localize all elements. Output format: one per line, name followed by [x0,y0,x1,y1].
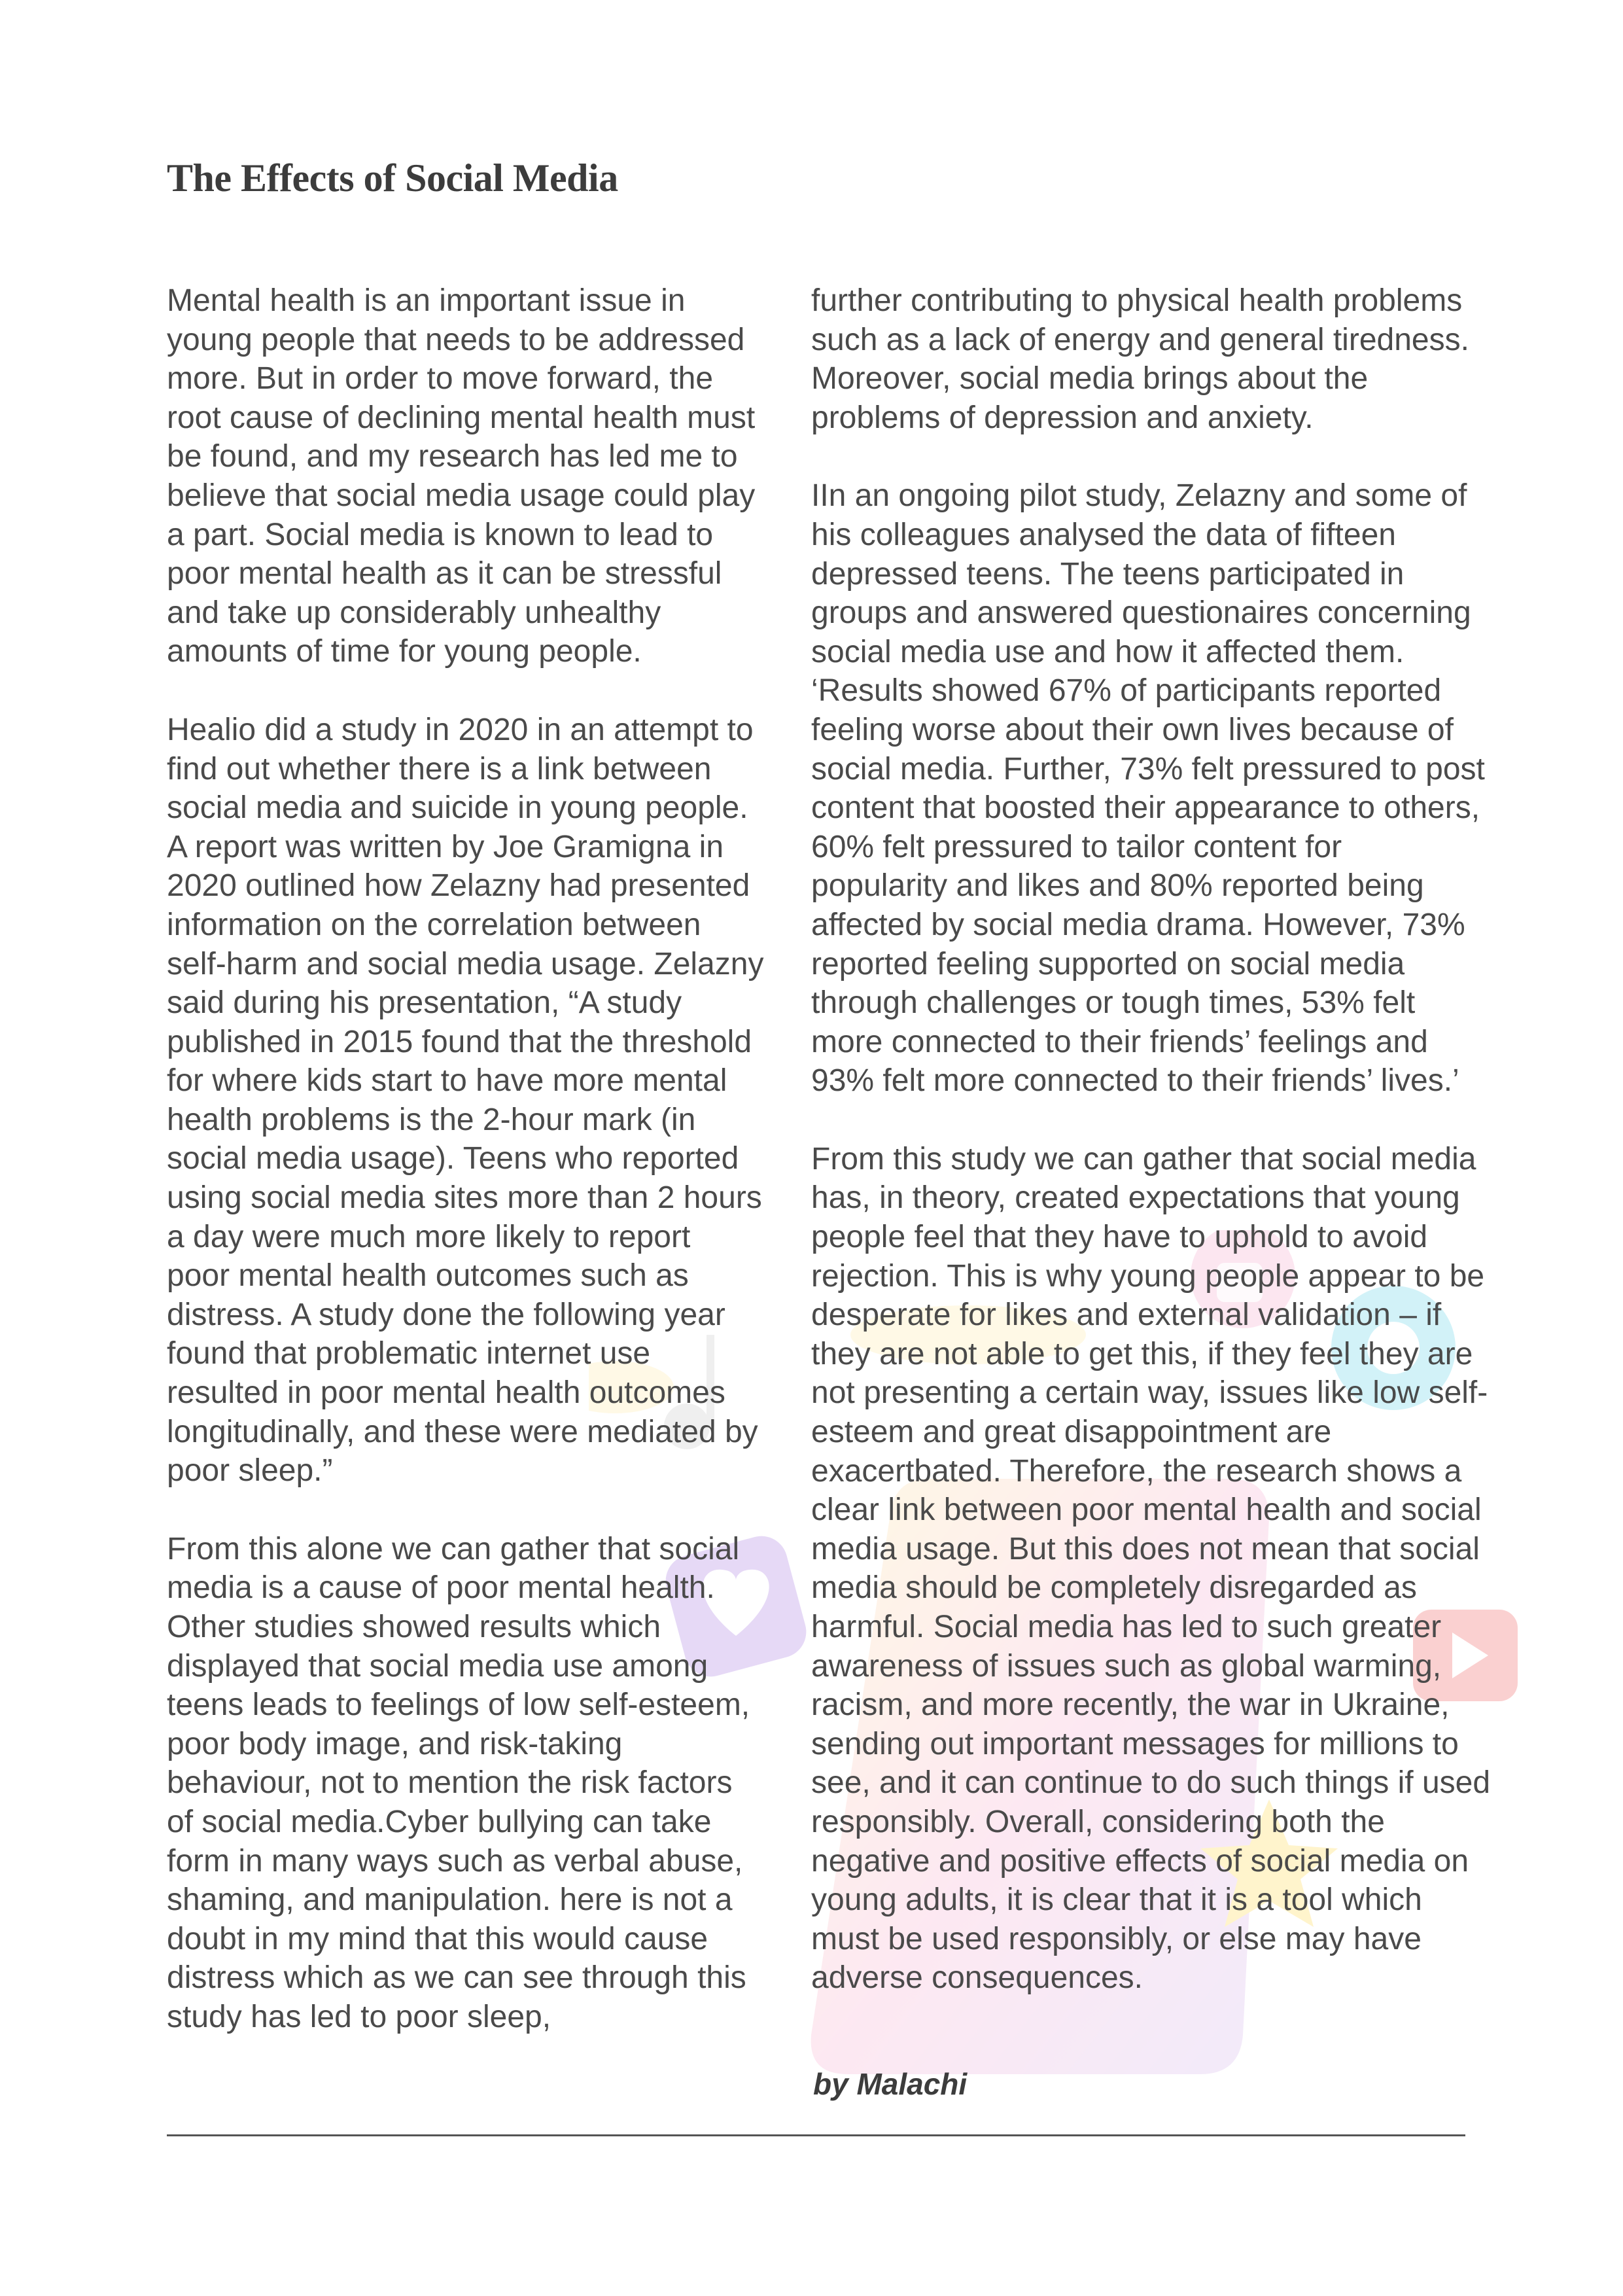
left-paragraph-2: Healio did a study in 2020 in an attempt to find out whether there is a link between social media and suicide in young people. A report was written by Joe Gramigna in 2020 outlined how Zelazny had presented information on the correlation between self-harm and social media usage. Zelazny said during his presentation, “A study published in 2015 found that the threshold for where kids start to have more mental health problems is the 2-hour mark (in social media usage). Teens who reported using social media sites more than 2 hours a day were much more likely to report poor mental health outcomes such as distress. A study done the following year found that problematic internet use resulted in poor mental health outcomes longitudinally, and these were mediated by poor sleep.” [167,712,764,1489]
footer-divider [167,2134,1465,2136]
page-title: The Effects of Social Media [167,156,618,200]
author-byline: by Malachi [813,2067,968,2101]
right-column [811,281,1524,2037]
right-paragraph-1: further contributing to physical health problems such as a lack of energy and general tiredness. Moreover, social media brings about the problems of depression and anxiety. [811,283,1469,435]
right-paragraph-3: From this study we can gather that social media has, in theory, created expectations that young people feel that they have to uphold to avoid rejection. This is why young people appear to be desperate for likes and external validation – if they are not able to get this, if they feel they are not presenting a certain way, issues like low self- esteem and great disappointment are exacertbated. Therefore, the research shows a clear link between poor mental health and social media usage. But this does not mean that social media should be completely disregarded as harmful. Social media has led to such greater awareness of issues such as global warming, racism, and more recently, the war in Ukraine, sending out important messages for millions to see, and it can continue to do such things if used responsibly. Overall, considering both the negative and positive effects of social media on young adults, it is clear that it is a tool which must be used responsibly, or else may have adverse consequences. [811,1141,1491,1996]
right-paragraph-2: IIn an ongoing pilot study, Zelazny and some of his colleagues analysed the data of fifteen depressed teens. The teens participated in groups and answered questionaires concerning social media use and how it affected them. ‘Results showed 67% of participants reported feeling worse about their own lives because of social media. Further, 73% felt pressured to post content that boosted their appearance to others, 60% felt pressured to tailor content for popularity and likes and 80% reported being affected by social media drama. However, 73% reported feeling supported on social media through challenges or tough times, 53% felt more connected to their friends’ feelings and 93% felt more connected to their friends’ lives.’ [811,478,1485,1099]
left-column [167,281,795,2076]
left-paragraph-1: Mental health is an important issue in young people that needs to be addressed more. But in order to move forward, the root cause of declining mental health must be found, and my research has led me to believe that social media usage could play a part. Social media is known to lead to poor mental health as it can be stressful and take up considerably unhealthy amounts of time for young people. [167,283,756,669]
left-paragraph-3: From this alone we can gather that social media is a cause of poor mental health. Other studies showed results which displayed that social media use among teens leads to feelings of low self-esteem, poor body image, and risk-taking behaviour, not to mention the risk factors of social media.Cyber bullying can take form in many ways such as verbal abuse, shaming, and manipulation. here is not a doubt in my mind that this would cause distress which as we can see through this study has led to poor sleep, [167,1531,750,2034]
